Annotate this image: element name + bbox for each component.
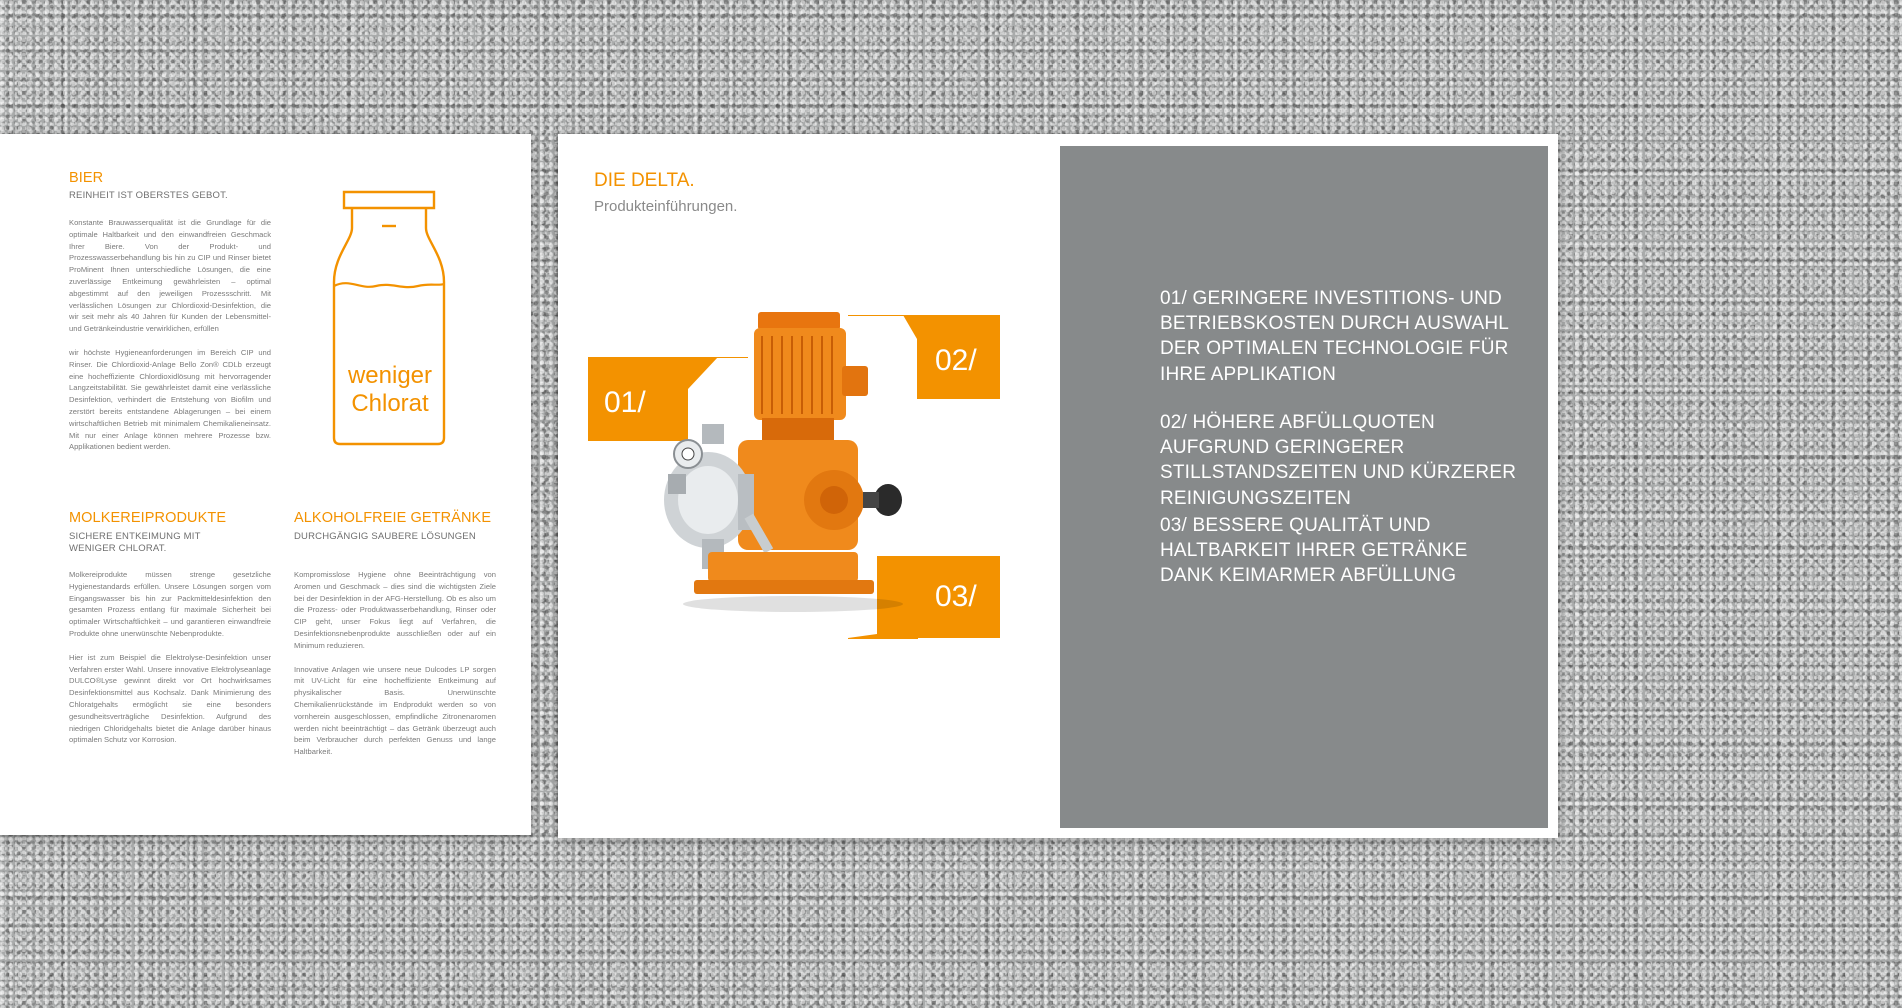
features-panel — [1060, 146, 1548, 828]
delta-subtitle: Produkteinführungen. — [594, 198, 738, 215]
alkoholfrei-paragraph-2: Innovative Anlagen wie unsere neue Dulcodes LP sorgen mit UV-Licht für eine hocheffiziente Entkeimung auf physikalischer Basis. Unerwünschte Chemikalienrückstände im Endprodukt werden so von vornherein ausgeschlossen, empfindliche Zitronenaromen werden nicht beeinträchtigt – das Getränk überzeugt auch beim Verbraucher durch perfekten Genuss und lange Haltbarkeit. — [294, 664, 496, 757]
brochure-left-page — [0, 134, 531, 835]
molkerei-title: MOLKEREIPRODUKTE — [69, 510, 227, 526]
alkoholfrei-paragraph-1: Kompromisslose Hygiene ohne Beeinträchtigung von Aromen und Geschmack – dies sind die wichtigsten Ziele bei der Desinfektion in der AFG-Herstellung. Ob es also um die Prozess- oder Produktwasserbehandlung, Rinser oder CIP geht, unser Fokus liegt auf Verfahren, die Desinfektionsnebenprodukte ausschließen oder auf ein Minimum reduzieren. — [294, 570, 496, 650]
brochure-right-page — [558, 134, 1558, 838]
badge-02: 02/ — [935, 344, 977, 377]
leader-line-03 — [848, 638, 918, 639]
badge-01: 01/ — [604, 386, 646, 419]
alkoholfrei-body — [294, 569, 496, 770]
bier-paragraph-1: Konstante Brauwasserqualität ist die Grundlage für die optimale Haltbarkeit und den einwandfreien Geschmack Ihrer Biere. Von der Produkt- und Prozesswasserbehandlung bis hin zu CIP und Rinser bietet ProMinent Ihnen unterschiedliche Lösungen, die eine zuverlässige Entkeimung gewährleisten – optimal abgestimmt auf den jeweiligen Prozessschritt. Mit verlässlichen Lösungen zur Chlordioxid-Desinfektion, die wir seit mehr als 40 Jahren für Kunden der Lebensmittel- und Getränkeindustrie verwirklichen, erfüllen — [69, 218, 271, 334]
molkerei-subtitle: SICHERE ENTKEIMUNG MIT WENIGER CHLORAT. — [69, 531, 201, 554]
bier-paragraph-2: wir höchste Hygieneanforderungen im Bereich CIP und Rinser. Die Chlordioxid-Anlage Bello Zon® CDLb erzeugt eine hocheffiziente Chlordioxidlösung mit hervorragender Langzeitstabilität. Sie gewährleistet damit eine verlässliche Desinfektion, verhindert die Entstehung von Biofilm und zerstört bereits entstandene Ablagerungen – bei einem wirtschaftlichen Betrieb mit minimalem Chemikalieneinsatz. Mit nur einer Anlage können mehrere Prozesse bzw. Applikationen bedient werden. — [69, 347, 271, 452]
feature-01: 01/ GERINGERE INVESTITIONS- UND BETRIEBSKOSTEN DURCH AUSWAHL DER OPTIMALEN TECHNOLOGIE FÜR IHRE APPLIKATION — [1160, 288, 1509, 385]
delta-title: DIE DELTA. — [594, 170, 695, 191]
dosing-pump-image — [658, 304, 928, 624]
alkoholfrei-title: ALKOHOLFREIE GETRÄNKE — [294, 510, 492, 526]
badge-03: 03/ — [935, 580, 977, 613]
bottle-label-line-1: weniger — [347, 362, 433, 389]
molkerei-paragraph-1: Molkereiprodukte müssen strenge gesetzliche Hygienestandards erfüllen. Unsere Lösungen sorgen vom Eingangswasser bis hin zur Packmitteldesinfektion den gesamten Prozess entlang für maximale Sicherheit bei optimaler Wirtschaftlichkeit – und garantieren einwandfreie Produkte ohne unerwünschte Nebenprodukte. — [69, 570, 271, 638]
molkerei-body — [69, 569, 271, 758]
bier-subtitle: REINHEIT IST OBERSTES GEBOT. — [69, 190, 228, 201]
bottle-label — [338, 362, 442, 418]
bier-title: BIER — [69, 170, 104, 186]
alkoholfrei-subtitle: DURCHGÄNGIG SAUBERE LÖSUNGEN — [294, 531, 476, 542]
bottle-label-line-2: Chlorat — [351, 390, 429, 417]
feature-03: 03/ BESSERE QUALITÄT UND HALTBARKEIT IHRER GETRÄNKE DANK KEIMARMER ABFÜLLUNG — [1160, 515, 1468, 587]
molkerei-paragraph-2: Hier ist zum Beispiel die Elektrolyse-Desinfektion unser Verfahren erster Wahl. Unsere innovative Elektrolyseanlage DULCO®Lyse gewinnt direkt vor Ort hochwirksames Desinfektionsmittel aus Kochsalz. Dank Minimierung des Chloratgehalts ermöglicht sie eine besonders gesundheitsverträgliche Desinfektion. Aufgrund des niedrigen Chloridgehalts bietet die Anlage darüber hinaus optimalen Schutz vor Korrosion. — [69, 652, 271, 745]
feature-02: 02/ HÖHERE ABFÜLLQUOTEN AUFGRUND GERINGERER STILLSTANDSZEITEN UND KÜRZERER REINIGUNGSZEITEN — [1160, 412, 1517, 509]
bier-body — [69, 217, 271, 465]
